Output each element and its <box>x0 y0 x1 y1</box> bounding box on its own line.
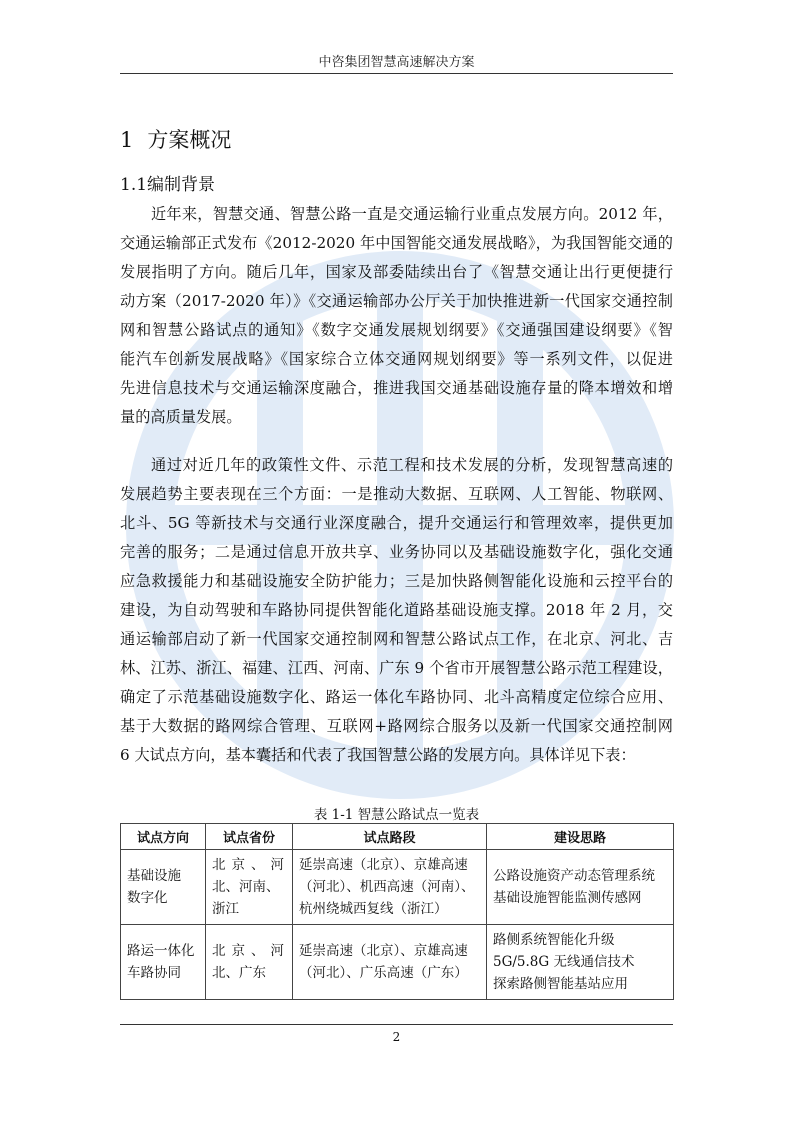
table-header-row <box>121 824 674 850</box>
text-line: 发展趋势主要表现在三个方面：一是推动大数据、互联网、人工智能、物联网、 <box>120 485 673 503</box>
section-heading <box>120 124 231 154</box>
text-line: 林、江苏、浙江、福建、江西、河南、广东 9 个省市开展智慧公路示范工程建设， <box>120 659 673 677</box>
table-row <box>121 850 674 925</box>
text-line: 确定了示范基础设施数字化、路运一体化车路协同、北斗高精度定位综合应用、 <box>120 688 673 706</box>
subsection-heading: 1.1编制背景 <box>120 175 216 195</box>
text-line: 完善的服务；二是通过信息开放共享、业务协同以及基础设施数字化，强化交通 <box>120 543 673 561</box>
cell-provinces: 北京、河 北、河南、 浙江 <box>206 850 293 925</box>
text-line: 发展指明了方向。随后几年，国家及部委陆续出台了《智慧交通让出行更便捷行 <box>120 263 673 281</box>
cell-sections: 延崇高速（北京）、京雄高速 （河北）、广乐高速（广东） <box>293 925 487 1000</box>
paragraph-trends <box>120 451 673 770</box>
cell-sections: 延崇高速（北京）、京雄高速 （河北）、机西高速（河南）、 杭州绕城西复线（浙江） <box>293 850 487 925</box>
text-line: 先进信息技术与交通运输深度融合，推进我国交通基础设施存量的降本增效和增 <box>120 379 673 397</box>
text-line: 近年来，智慧交通、智慧公路一直是交通运输行业重点发展方向。2012 年， <box>151 205 673 223</box>
pilot-table <box>120 823 674 1000</box>
text-line: 基于大数据的路网综合管理、互联网+路网综合服务以及新一代国家交通控制网 <box>120 717 673 735</box>
page-header-title: 中咨集团智慧高速解决方案 <box>318 55 475 70</box>
cell-direction: 路运一体化 车路协同 <box>121 925 206 1000</box>
section-number: 1 <box>120 128 134 152</box>
paragraph-background <box>120 200 673 432</box>
column-header: 试点省份 <box>206 824 293 850</box>
page-number: 2 <box>392 1030 401 1044</box>
table-row <box>121 925 674 1000</box>
column-header: 试点方向 <box>121 824 206 850</box>
cell-ideas: 公路设施资产动态管理系统 基础设施智能监测传感网 <box>487 850 674 925</box>
text-line: 量的高质量发展。 <box>120 408 242 426</box>
text-line: 能汽车创新发展战略》《国家综合立体交通网规划纲要》等一系列文件，以促进 <box>120 350 673 368</box>
text-line: 通运输部启动了新一代国家交通控制网和智慧公路试点工作，在北京、河北、吉 <box>120 630 673 648</box>
text-line: 网和智慧公路试点的通知》《数字交通发展规划纲要》《交通强国建设纲要》《智 <box>120 321 673 339</box>
cell-ideas: 路侧系统智能化升级 5G/5.8G 无线通信技术 探索路侧智能基站应用 <box>487 925 674 1000</box>
text-line: 建设，为自动驾驶和车路协同提供智能化道路基础设施支撑。2018 年 2 月，交 <box>120 601 673 619</box>
section-title: 方案概况 <box>147 128 232 152</box>
column-header: 试点路段 <box>293 824 487 850</box>
table-caption: 表 1-1 智慧公路试点一览表 <box>313 807 480 823</box>
text-line: 通过对近几年的政策性文件、示范工程和技术发展的分析，发现智慧高速的 <box>151 456 673 474</box>
text-line: 应急救援能力和基础设施安全防护能力；三是加快路侧智能化设施和云控平台的 <box>120 572 673 590</box>
cell-provinces: 北京、河 北、广东 <box>206 925 293 1000</box>
text-line: 动方案（2017-2020 年）》《交通运输部办公厅关于加快推进新一代国家交通控制 <box>120 292 673 310</box>
cell-direction: 基础设施 数字化 <box>121 850 206 925</box>
text-line: 6 大试点方向，基本囊括和代表了我国智慧公路的发展方向。具体详见下表： <box>120 746 636 764</box>
header-divider <box>120 73 673 74</box>
text-line: 北斗、5G 等新技术与交通行业深度融合，提升交通运行和管理效率，提供更加 <box>120 514 673 532</box>
footer-divider <box>120 1024 673 1025</box>
column-header: 建设思路 <box>487 824 674 850</box>
text-line: 交通运输部正式发布《2012-2020 年中国智能交通发展战略》，为我国智能交通的 <box>120 234 673 252</box>
